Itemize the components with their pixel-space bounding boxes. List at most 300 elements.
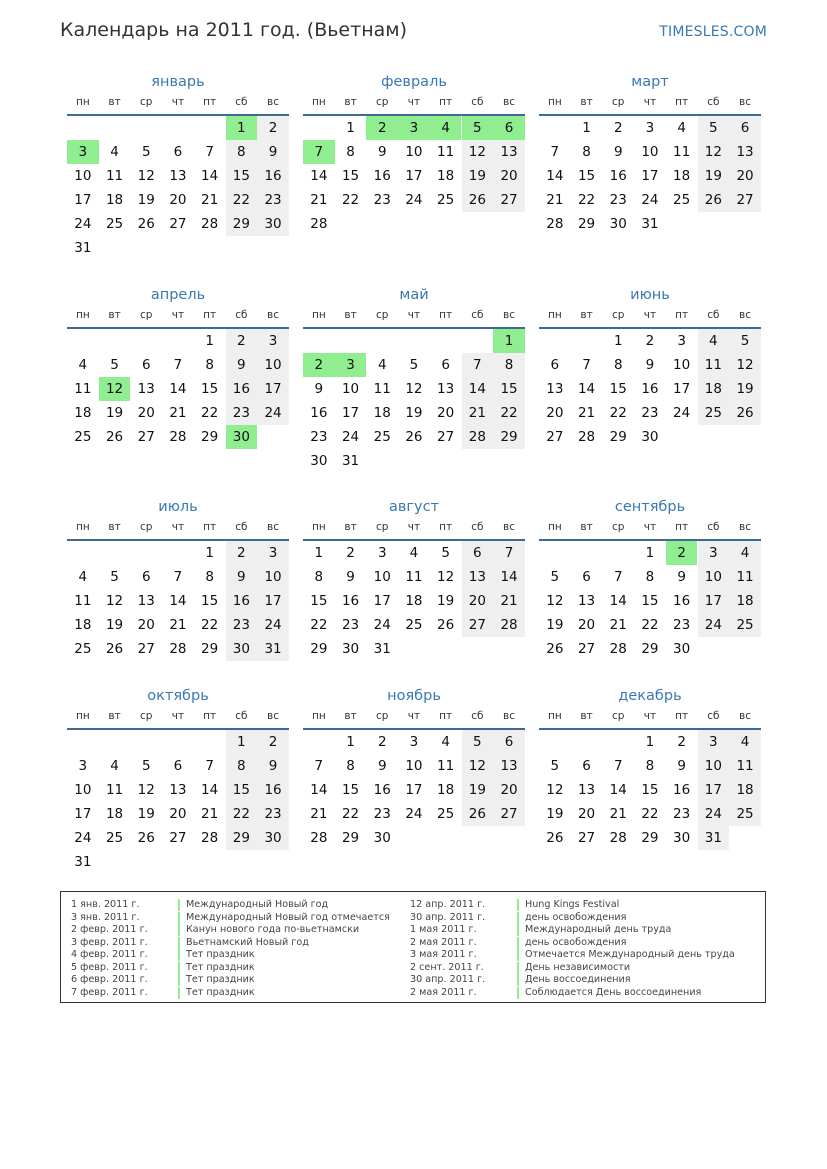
month-8	[303, 497, 525, 685]
weekday-label: сб	[707, 309, 720, 321]
legend-date: 2 мая 2011 г.	[410, 936, 477, 948]
day-cell: 13	[546, 381, 564, 397]
day-cell: 20	[493, 778, 525, 802]
weekday-label: пн	[311, 710, 326, 722]
day-cell: 27	[493, 188, 525, 212]
day-cell: 18	[74, 405, 92, 421]
day-cell: 24	[74, 830, 92, 846]
weekday-label: сб	[707, 521, 720, 533]
weekday-label: вт	[344, 710, 357, 722]
weekday-label: пн	[547, 309, 562, 321]
legend-date: 1 мая 2011 г.	[410, 924, 477, 935]
day-cell: 9	[226, 353, 258, 377]
day-cell: 15	[201, 381, 219, 397]
day-cell: 11	[405, 569, 423, 585]
days-grid	[303, 116, 525, 260]
day-cell: 19	[462, 778, 494, 802]
day-cell: 28	[546, 216, 564, 232]
day-cell: 4	[729, 730, 761, 754]
day-cell: 16	[673, 593, 691, 609]
day-cell: 21	[493, 589, 525, 613]
day-cell: 17	[257, 589, 289, 613]
day-cell: 25	[405, 617, 423, 633]
day-cell: 5	[110, 357, 119, 373]
brand-link[interactable]: TIMESLES.COM	[659, 24, 767, 40]
day-cell: 19	[105, 617, 124, 633]
day-cell: 19	[546, 617, 564, 633]
day-cell: 23	[373, 192, 391, 208]
day-cell: 2	[346, 545, 355, 561]
day-cell: 29	[641, 641, 659, 657]
day-cell: 17	[373, 593, 391, 609]
weekday-label: сб	[235, 521, 248, 533]
weekday-label: пн	[547, 96, 562, 108]
weekday-label: вс	[503, 309, 516, 321]
day-cell: 28	[201, 216, 219, 232]
month-7	[67, 497, 289, 685]
weekday-header	[67, 706, 289, 730]
weekday-label: пн	[547, 521, 562, 533]
day-cell: 3	[257, 329, 289, 353]
day-cell: 11	[673, 144, 691, 160]
day-cell: 31	[641, 216, 659, 232]
legend-date: 12 апр. 2011 г.	[410, 899, 486, 910]
day-cell: 1	[205, 545, 214, 561]
weekday-label: чт	[171, 96, 185, 108]
day-cell: 14	[310, 782, 328, 798]
day-cell: 4	[377, 357, 387, 373]
day-cell: 21	[169, 617, 187, 633]
day-cell: 30	[641, 429, 659, 445]
day-cell: 22	[226, 802, 258, 826]
weekday-label: вс	[503, 710, 516, 722]
day-cell: 29	[310, 641, 328, 657]
weekday-label: вс	[739, 96, 752, 108]
day-cell: 29	[493, 425, 525, 449]
day-cell: 16	[310, 405, 328, 421]
day-cell: 26	[405, 429, 423, 445]
day-cell: 18	[105, 806, 124, 822]
day-cell: 14	[609, 782, 627, 798]
day-cell: 8	[613, 357, 623, 373]
day-cell: 3	[677, 333, 686, 349]
day-cell: 28	[462, 425, 494, 449]
day-cell: 11	[105, 782, 124, 798]
day-cell: 3	[698, 730, 730, 754]
weekday-label: чт	[407, 309, 421, 321]
day-cell: 18	[373, 405, 391, 421]
day-cell: 27	[546, 429, 564, 445]
weekday-label: вс	[739, 309, 752, 321]
day-cell: 17	[341, 405, 360, 421]
day-cell: 19	[137, 806, 155, 822]
month-6	[539, 285, 761, 473]
day-cell: 6	[173, 144, 183, 160]
weekday-label: вт	[580, 309, 593, 321]
month-1	[67, 72, 289, 260]
day-cell: 10	[698, 565, 730, 589]
day-cell: 7	[205, 758, 214, 774]
month-name: март	[631, 74, 669, 90]
weekday-label: сб	[707, 710, 720, 722]
day-cell: 21	[546, 192, 564, 208]
day-cell: 25	[729, 802, 761, 826]
weekday-label: вс	[267, 710, 280, 722]
weekday-label: вс	[267, 521, 280, 533]
weekday-label: вт	[108, 96, 121, 108]
day-cell: 25	[729, 613, 761, 637]
day-cell: 9	[613, 144, 623, 160]
day-cell: 21	[169, 405, 187, 421]
day-cell: 9	[677, 569, 686, 585]
day-cell: 23	[673, 617, 691, 633]
month-9	[539, 497, 761, 685]
weekday-header	[303, 92, 525, 116]
day-cell: 30	[673, 641, 691, 657]
day-cell: 22	[493, 401, 525, 425]
day-cell: 8	[205, 569, 214, 585]
weekday-label: пт	[675, 710, 689, 722]
day-cell: 10	[74, 782, 92, 798]
day-cell: 1	[645, 734, 655, 750]
day-cell: 12	[698, 140, 730, 164]
day-cell: 25	[673, 192, 691, 208]
days-grid	[303, 541, 525, 685]
day-cell: 11	[373, 381, 391, 397]
day-cell: 16	[373, 168, 391, 184]
weekday-header	[67, 517, 289, 541]
day-cell: 26	[462, 188, 494, 212]
legend-date: 3 янв. 2011 г.	[71, 911, 140, 923]
day-cell: 6	[462, 541, 494, 565]
day-cell: 28	[609, 830, 627, 846]
day-cell: 23	[257, 188, 289, 212]
day-cell: 13	[137, 381, 155, 397]
day-cell: 14	[201, 782, 219, 798]
weekday-label: вс	[739, 521, 752, 533]
day-cell: 13	[437, 381, 455, 397]
days-grid	[67, 541, 289, 685]
day-cell: 9	[346, 569, 355, 585]
weekday-label: вт	[580, 710, 593, 722]
day-cell: 26	[546, 830, 564, 846]
day-cell: 8	[645, 758, 655, 774]
day-cell: 9	[377, 144, 387, 160]
day-cell: 31	[257, 637, 289, 661]
day-cell: 20	[169, 192, 187, 208]
day-cell: 7	[173, 357, 183, 373]
days-grid	[539, 116, 761, 260]
day-cell: 4	[441, 734, 450, 750]
weekday-label: пн	[311, 96, 326, 108]
day-cell: 19	[729, 377, 761, 401]
day-cell: 2	[257, 116, 289, 140]
day-cell: 22	[609, 405, 627, 421]
day-cell: 22	[226, 188, 258, 212]
weekday-label: вт	[108, 309, 121, 321]
day-cell: 7	[613, 758, 623, 774]
day-cell: 10	[405, 758, 423, 774]
legend-date: 2 сент. 2011 г.	[410, 961, 484, 973]
day-cell: 22	[641, 617, 659, 633]
day-cell: 24	[673, 405, 691, 421]
days-grid	[303, 730, 525, 874]
legend-date: 3 февр. 2011 г.	[71, 936, 148, 948]
weekday-label: чт	[407, 521, 421, 533]
day-cell: 25	[105, 216, 124, 232]
day-cell: 24	[257, 613, 289, 637]
weekday-label: пн	[75, 710, 90, 722]
day-cell: 17	[405, 168, 423, 184]
weekday-label: пн	[547, 710, 562, 722]
day-cell: 3	[645, 120, 655, 136]
day-cell: 19	[462, 164, 494, 188]
legend-holiday-name: Отмечается Международный день труда	[517, 949, 735, 961]
holiday-cell: 2	[366, 116, 398, 140]
weekday-label: сб	[471, 96, 484, 108]
day-cell: 27	[493, 802, 525, 826]
day-cell: 4	[677, 120, 686, 136]
day-cell: 8	[493, 353, 525, 377]
month-11	[303, 686, 525, 874]
weekday-label: ср	[140, 710, 153, 722]
day-cell: 21	[609, 617, 627, 633]
holiday-cell: 6	[493, 116, 525, 140]
day-cell: 15	[310, 593, 328, 609]
day-cell: 12	[462, 754, 494, 778]
day-cell: 1	[205, 333, 214, 349]
weekday-label: чт	[407, 96, 421, 108]
weekday-label: пт	[439, 521, 453, 533]
day-cell: 27	[137, 429, 155, 445]
day-cell: 2	[226, 329, 258, 353]
weekday-label: вс	[267, 309, 280, 321]
day-cell: 13	[169, 168, 187, 184]
day-cell: 11	[437, 758, 455, 774]
day-cell: 10	[698, 754, 730, 778]
day-cell: 7	[582, 357, 591, 373]
day-cell: 9	[226, 565, 258, 589]
day-cell: 26	[546, 641, 564, 657]
weekday-label: чт	[171, 710, 185, 722]
day-cell: 14	[493, 565, 525, 589]
day-cell: 28	[609, 641, 627, 657]
day-cell: 9	[257, 140, 289, 164]
day-cell: 25	[373, 429, 391, 445]
days-grid	[539, 329, 761, 473]
day-cell: 10	[341, 381, 360, 397]
day-cell: 14	[546, 168, 564, 184]
days-grid	[539, 730, 761, 874]
weekday-label: вт	[344, 96, 357, 108]
day-cell: 13	[493, 754, 525, 778]
day-cell: 8	[226, 140, 258, 164]
day-cell: 12	[546, 593, 564, 609]
day-cell: 9	[377, 758, 387, 774]
day-cell: 24	[74, 216, 92, 232]
holiday-cell: 5	[462, 116, 494, 140]
weekday-label: пт	[439, 96, 453, 108]
day-cell: 23	[373, 806, 391, 822]
legend-date: 30 апр. 2011 г.	[410, 974, 486, 985]
day-cell: 29	[201, 641, 219, 657]
weekday-label: чт	[643, 96, 657, 108]
day-cell: 21	[462, 401, 494, 425]
weekday-label: пн	[75, 96, 90, 108]
day-cell: 24	[373, 617, 391, 633]
day-cell: 7	[314, 758, 324, 774]
month-name: май	[399, 287, 429, 303]
day-cell: 20	[546, 405, 564, 421]
day-cell: 24	[405, 806, 423, 822]
day-cell: 27	[169, 830, 187, 846]
day-cell: 28	[310, 216, 328, 232]
day-cell: 19	[405, 405, 423, 421]
day-cell: 18	[673, 168, 691, 184]
legend-holiday-name: Тет праздник	[178, 949, 255, 961]
weekday-header	[539, 706, 761, 730]
day-cell: 2	[377, 734, 387, 750]
weekday-label: чт	[171, 521, 185, 533]
month-name: февраль	[381, 74, 447, 90]
weekday-label: вт	[108, 710, 121, 722]
weekday-label: сб	[471, 521, 484, 533]
day-cell: 24	[257, 401, 289, 425]
month-5	[303, 285, 525, 473]
weekday-label: чт	[643, 710, 657, 722]
weekday-label: вт	[344, 309, 357, 321]
day-cell: 29	[641, 830, 659, 846]
weekday-label: пт	[203, 96, 217, 108]
weekday-label: сб	[471, 309, 484, 321]
day-cell: 15	[493, 377, 525, 401]
day-cell: 13	[462, 565, 494, 589]
day-cell: 1	[346, 120, 355, 136]
day-cell: 1	[226, 730, 258, 754]
day-cell: 19	[105, 405, 124, 421]
day-cell: 17	[698, 778, 730, 802]
day-cell: 16	[257, 778, 289, 802]
day-cell: 8	[346, 758, 355, 774]
weekday-label: чт	[643, 309, 657, 321]
day-cell: 25	[74, 429, 92, 445]
weekday-header	[539, 305, 761, 329]
weekday-header	[303, 305, 525, 329]
day-cell: 10	[673, 357, 691, 373]
month-name: ноябрь	[387, 688, 441, 704]
legend-holiday-name: Международный день труда	[517, 924, 671, 936]
day-cell: 3	[409, 734, 419, 750]
weekday-header	[303, 706, 525, 730]
day-cell: 23	[673, 806, 691, 822]
legend-holiday-name: Канун нового года по-вьетнамски	[178, 924, 359, 936]
day-cell: 5	[409, 357, 419, 373]
day-cell: 9	[314, 381, 324, 397]
weekday-label: пт	[439, 710, 453, 722]
day-cell: 13	[577, 782, 596, 798]
day-cell: 17	[74, 192, 92, 208]
day-cell: 11	[729, 754, 761, 778]
weekday-label: вт	[580, 521, 593, 533]
day-cell: 5	[462, 730, 494, 754]
day-cell: 4	[698, 329, 730, 353]
weekday-header	[303, 517, 525, 541]
days-grid	[67, 116, 289, 260]
day-cell: 18	[729, 778, 761, 802]
day-cell: 1	[346, 734, 355, 750]
day-cell: 7	[550, 144, 560, 160]
month-name: июль	[158, 499, 198, 515]
day-cell: 11	[74, 381, 92, 397]
day-cell: 20	[577, 617, 596, 633]
weekday-label: ср	[376, 710, 389, 722]
day-cell: 30	[226, 637, 258, 661]
day-cell: 12	[437, 569, 455, 585]
day-cell: 17	[405, 782, 423, 798]
day-cell: 8	[645, 569, 655, 585]
day-cell: 7	[613, 569, 623, 585]
day-cell: 17	[673, 381, 691, 397]
day-cell: 18	[74, 617, 92, 633]
day-cell: 6	[141, 357, 151, 373]
day-cell: 1	[645, 545, 655, 561]
month-3	[539, 72, 761, 260]
day-cell: 10	[641, 144, 659, 160]
month-12	[539, 686, 761, 874]
day-cell: 9	[257, 754, 289, 778]
holiday-cell: 4	[430, 116, 462, 140]
day-cell: 15	[609, 381, 627, 397]
month-name: январь	[151, 74, 205, 90]
day-cell: 1	[613, 333, 623, 349]
day-cell: 27	[169, 216, 187, 232]
day-cell: 22	[577, 192, 596, 208]
day-cell: 12	[405, 381, 423, 397]
day-cell: 23	[641, 405, 659, 421]
holiday-cell: 2	[303, 353, 335, 377]
day-cell: 23	[310, 429, 328, 445]
day-cell: 21	[201, 806, 219, 822]
day-cell: 27	[462, 613, 494, 637]
weekday-label: сб	[235, 710, 248, 722]
day-cell: 30	[609, 216, 627, 232]
day-cell: 20	[729, 164, 761, 188]
day-cell: 11	[698, 353, 730, 377]
day-cell: 14	[169, 593, 187, 609]
weekday-header	[539, 92, 761, 116]
weekday-label: чт	[171, 309, 185, 321]
day-cell: 11	[729, 565, 761, 589]
legend-holiday-name: день освобождения	[517, 937, 626, 949]
day-cell: 14	[169, 381, 187, 397]
weekday-label: ср	[140, 521, 153, 533]
weekday-label: вт	[344, 521, 357, 533]
day-cell: 22	[201, 405, 219, 421]
day-cell: 25	[698, 401, 730, 425]
day-cell: 27	[577, 830, 596, 846]
day-cell: 18	[437, 782, 455, 798]
day-cell: 14	[310, 168, 328, 184]
day-cell: 25	[74, 641, 92, 657]
day-cell: 23	[609, 192, 627, 208]
day-cell: 20	[169, 806, 187, 822]
legend-holiday-name: Hung Kings Festival	[517, 899, 619, 911]
day-cell: 12	[729, 353, 761, 377]
day-cell: 18	[698, 377, 730, 401]
day-cell: 20	[577, 806, 596, 822]
legend-date: 3 мая 2011 г.	[410, 949, 477, 960]
day-cell: 28	[169, 641, 187, 657]
